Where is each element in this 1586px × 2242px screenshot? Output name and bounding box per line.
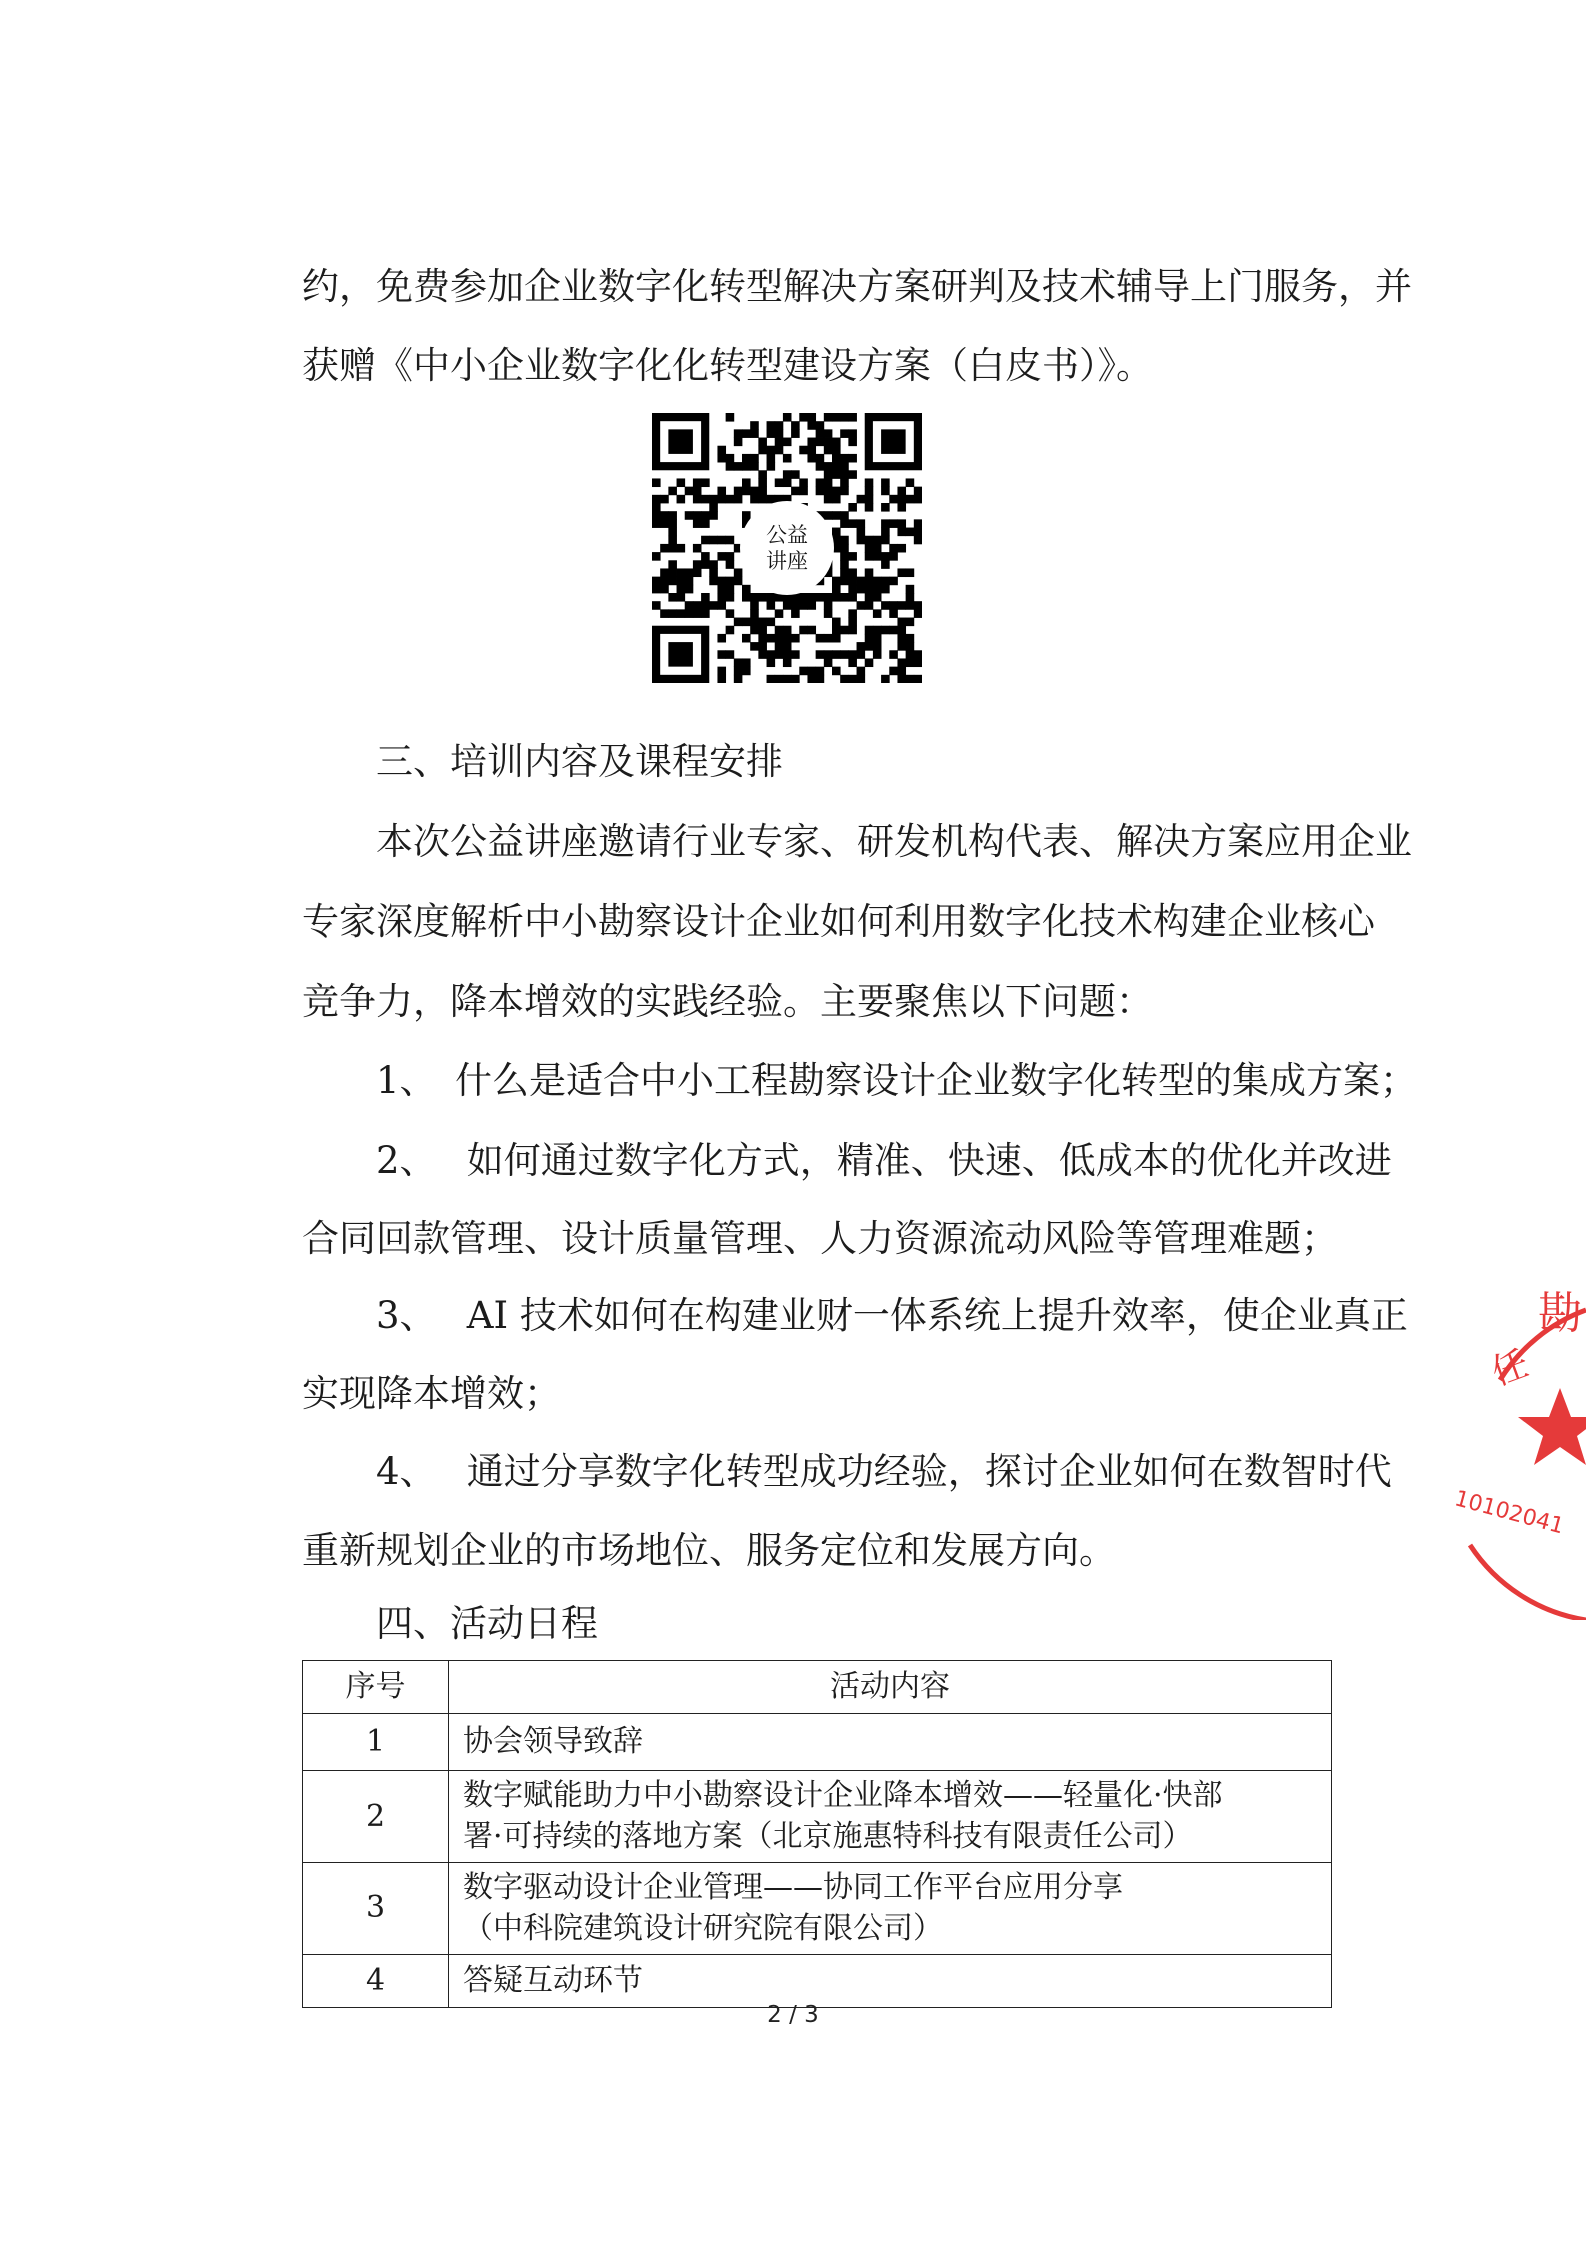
- qr-badge-line2: 讲座: [766, 549, 808, 573]
- row-activity: [449, 1954, 1332, 2007]
- seal-star-icon: [1518, 1388, 1586, 1465]
- row-activity: [449, 1771, 1332, 1863]
- page-number: 2 / 3: [767, 2002, 819, 2028]
- list-item-4-cont: 重新规划企业的市场地位、服务定位和发展方向。: [302, 1529, 1116, 1572]
- table-row: [303, 1714, 1332, 1771]
- list-item-2: 2、 如何通过数字化方式，精准、快速、低成本的优化并改进: [376, 1139, 1392, 1182]
- paragraph-line: 专家深度解析中小勘察设计企业如何利用数字化技术构建企业核心: [302, 900, 1375, 943]
- column-header-content: 活动内容: [449, 1661, 1332, 1714]
- paragraph-line: 约，免费参加企业数字化转型解决方案研判及技术辅导上门服务，并: [302, 265, 1412, 308]
- activity-line: 答疑互动环节: [463, 1962, 643, 1998]
- activity-line: 署·可持续的落地方案（北京施惠特科技有限责任公司）: [463, 1819, 1193, 1855]
- activity-line: 数字赋能助力中小勘察设计企业降本增效——轻量化·快部: [463, 1778, 1223, 1813]
- seal-ring-bottom: [1470, 1545, 1586, 1620]
- activity-line: 协会领导致辞: [463, 1724, 643, 1760]
- official-seal-stamp: [1440, 1240, 1586, 1620]
- row-number: 1: [303, 1714, 449, 1771]
- table-header-row: [303, 1661, 1332, 1714]
- list-item-3-cont: 实现降本增效；: [302, 1372, 561, 1415]
- table-row: [303, 1862, 1332, 1954]
- list-item-2-cont: 合同回款管理、设计质量管理、人力资源流动风险等管理难题；: [302, 1217, 1338, 1260]
- row-activity: [449, 1714, 1332, 1771]
- seal-text-mid: 任: [1486, 1343, 1535, 1394]
- seal-code: 10102041: [1451, 1486, 1567, 1540]
- row-number: 3: [303, 1862, 449, 1954]
- qr-code[interactable]: [652, 413, 922, 683]
- schedule-table: [302, 1660, 1332, 2008]
- list-item-3: 3、 AI 技术如何在构建业财一体系统上提升效率，使企业真正: [376, 1294, 1408, 1337]
- qr-badge: [740, 501, 834, 595]
- table-row: [303, 1771, 1332, 1863]
- table-row: [303, 1954, 1332, 2007]
- paragraph-line: 获赠《中小企业数字化化转型建设方案（白皮书）》。: [302, 344, 1153, 387]
- list-item-1: 1、 什么是适合中小工程勘察设计企业数字化转型的集成方案；: [376, 1059, 1418, 1102]
- activity-line: 数字驱动设计企业管理——协同工作平台应用分享: [463, 1869, 1123, 1905]
- section-heading: 四、活动日程: [376, 1602, 598, 1645]
- activity-line: （中科院建筑设计研究院有限公司）: [463, 1911, 943, 1947]
- section-heading: 三、培训内容及课程安排: [376, 740, 783, 783]
- qr-badge-line1: 公益: [766, 522, 808, 547]
- paragraph-line: 本次公益讲座邀请行业专家、研发机构代表、解决方案应用企业: [376, 820, 1412, 863]
- list-item-4: 4、 通过分享数字化转型成功经验，探讨企业如何在数智时代: [376, 1450, 1392, 1493]
- row-number: 2: [303, 1771, 449, 1863]
- seal-text-top: 勘: [1538, 1288, 1582, 1339]
- column-header-no: 序号: [303, 1661, 449, 1714]
- row-number: 4: [303, 1954, 449, 2007]
- paragraph-line: 竞争力，降本增效的实践经验。主要聚焦以下问题：: [302, 980, 1153, 1023]
- row-activity: [449, 1862, 1332, 1954]
